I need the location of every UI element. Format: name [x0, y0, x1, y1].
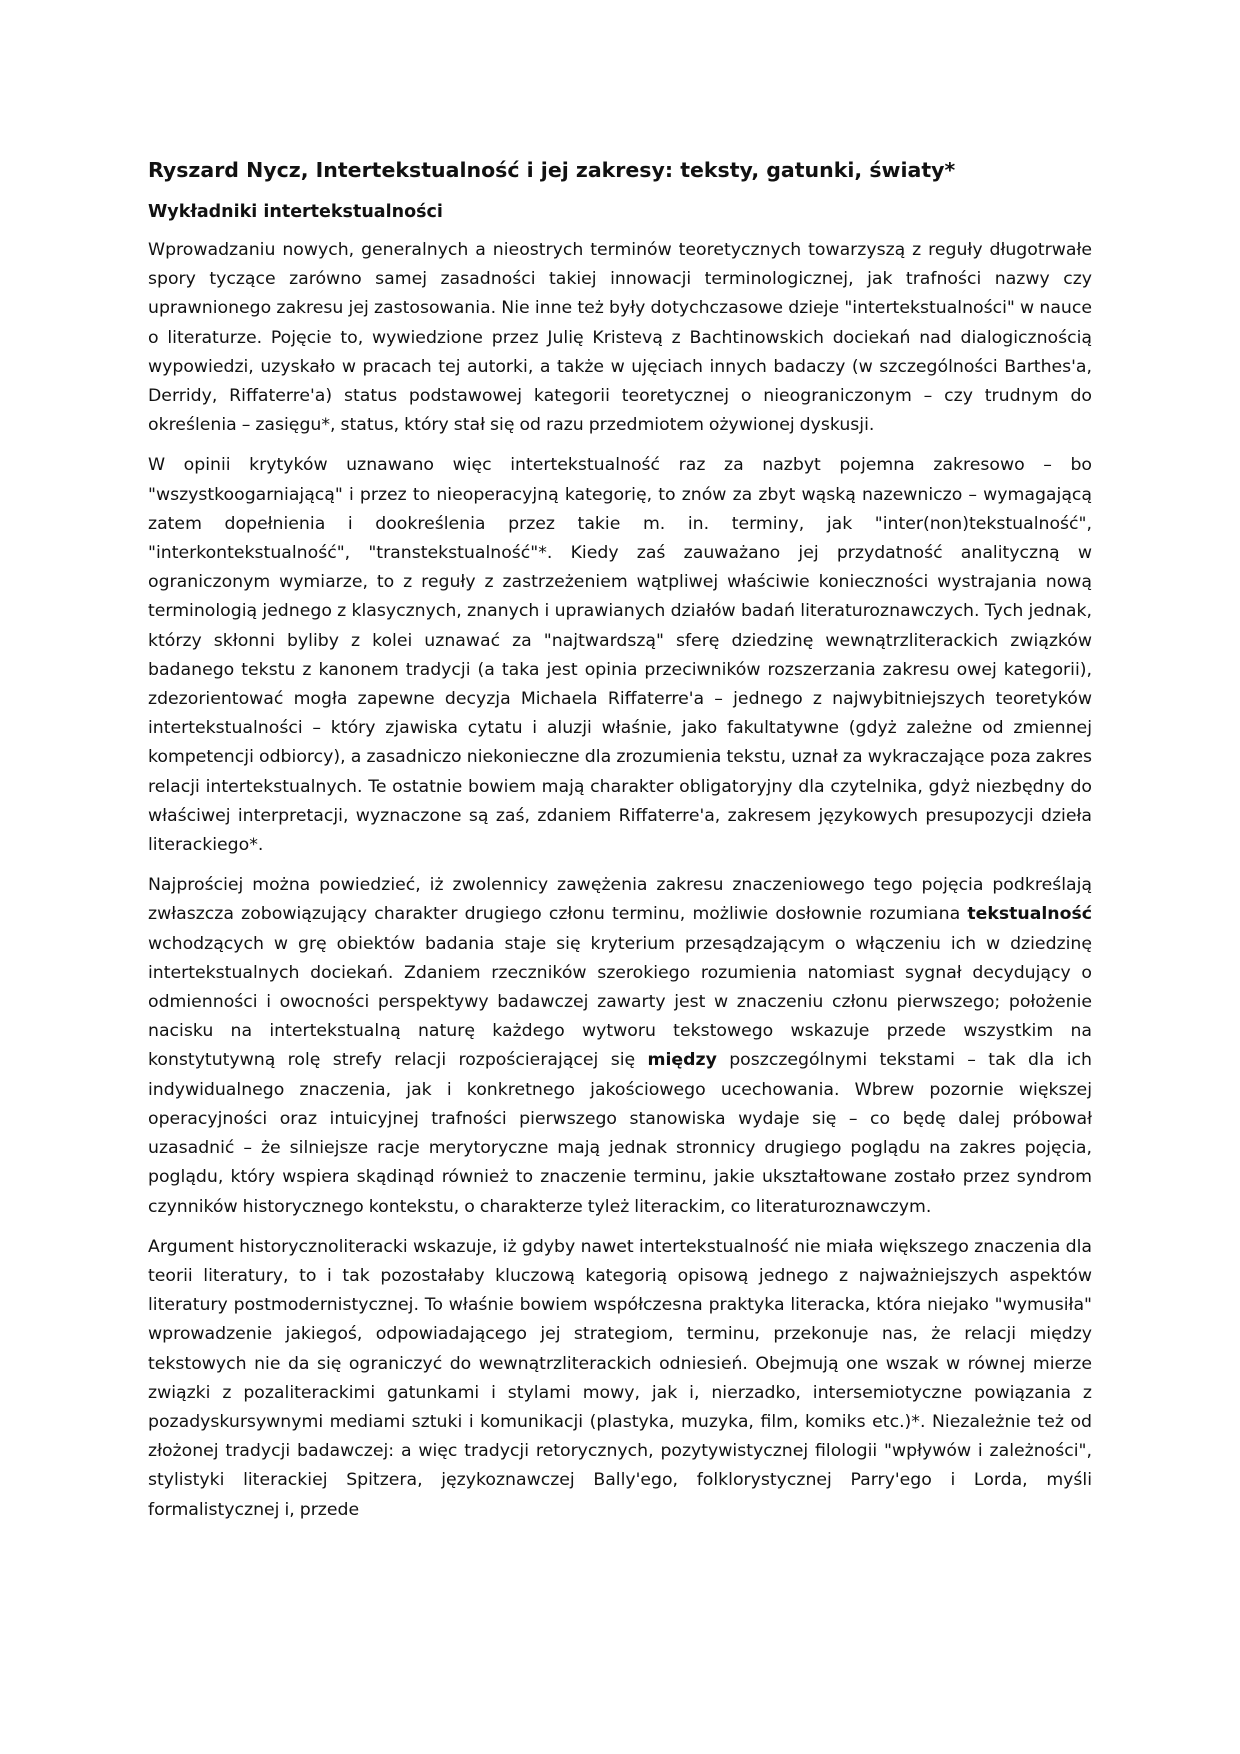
document-content [148, 156, 1092, 1536]
document-title: Ryszard Nycz, Intertekstualność i jej zakresy: teksty, gatunki, światy* [148, 158, 956, 182]
paragraph-3-emphasis-miedzy: między [647, 1050, 717, 1071]
paragraph-1: Wprowadzaniu nowych, generalnych a nieostrych terminów teoretycznych towarzyszą z reguły długotrwałe spory tyczące zarówno samej zasadności takiej innowacji terminologicznej, jak trafności nazwy czy uprawnionego zakresu jej zastosowania. Nie inne też były dotychczasowe dzieje "intertekstualności" w nauce o literaturze. Pojęcie to, wywiedzione przez Julię Kristevą z Bachtinowskich dociekań nad dialogicznością wypowiedzi, uzyskało w pracach tej autorki, a także w ujęciach innych badaczy (w szczególności Barthes'a, Derridy, Riffaterre'a) status podstawowej kategorii teoretycznej o nieograniczonym – czy trudnym do określenia – zasięgu*, status, który stał się od razu przedmiotem ożywionej dyskusji. [148, 240, 1092, 436]
paragraph-3 [148, 871, 1092, 1221]
paragraph-3-text-a: Najprościej można powiedzieć, iż zwolennicy zawężenia zakresu znaczeniowego tego pojęcia podkreślają zwłaszcza zobowiązujący charakter drugiego członu terminu, możliwie dosłownie rozumiana [148, 875, 1092, 925]
paragraph-3-emphasis-tekstualnosc: tekstualność [967, 904, 1092, 925]
paragraph-3-text-b: wchodzących w grę obiektów badania staje się kryterium przesądzającym o włączeniu ich w dziedzinę intertekstualnych dociekań. Zdaniem rzeczników szerokiego rozumienia natomiast sygnał decydujący o odmienności i owocności perspektywy badawczej zawarty jest w znaczeniu członu pierwszego; położenie nacisku na intertekstualną naturę każdego wytworu tekstowego wskazuje przede wszystkim na konstytutywną rolę strefy relacji rozpościerającej się [148, 933, 1092, 1071]
section-heading: Wykładniki intertekstualności [148, 202, 443, 222]
paragraph-2: W opinii krytyków uznawano więc intertekstualność raz za nazbyt pojemna zakresowo – bo "wszystkoogarniającą" i przez to nieoperacyjną kategorię, to znów za zbyt wąską nazewniczo – wymagającą zatem dopełnienia i dookreślenia przez takie m. in. terminy, jak "inter(non)tekstualność", "interkontekstualność", "transtekstualność"*. Kiedy zaś zauważano jej przydatność analityczną w ograniczonym wymiarze, to z reguły z zastrzeżeniem wątpliwej właściwie konieczności wystrajania nową terminologią jednego z klasycznych, znanych i uprawianych działów badań literaturoznawczych. Tych jednak, którzy skłonni byliby z kolei uznawać za "najtwardszą" sferę dziedzinę wewnątrzliterackich związków badanego tekstu z kanonem tradycji (a taka jest opinia przeciwników rozszerzania zakresu owej kategorii), zdezorientować mogła zapewne decyzja Michaela Riffaterre'a – jednego z najwybitniejszych teoretyków intertekstualności – który zjawiska cytatu i aluzji właśnie, jako fakultatywne (gdyż zależne od zmiennej kompetencji odbiorcy), a zasadniczo niekonieczne dla zrozumienia tekstu, uznał za wykraczające poza zakres relacji intertekstualnych. Te ostatnie bowiem mają charakter obligatoryjny dla czytelnika, gdyż niezbędny do właściwej interpretacji, wyznaczone są zaś, zdaniem Riffaterre'a, zakresem językowych presupozycji dzieła literackiego*. [148, 455, 1092, 856]
paragraph-3-text-c: poszczególnymi tekstami – tak dla ich indywidualnego znaczenia, jak i konkretnego jakościowego ucechowania. Wbrew pozornie większej operacyjności oraz intuicyjnej trafności pierwszego stanowiska wydaje się – co będę dalej próbował uzasadnić – że silniejsze racje merytoryczne mają jednak stronnicy drugiego poglądu na zakres pojęcia, poglądu, który wspiera skądinąd również to znaczenie terminu, jakie ukształtowane zostało przez syndrom czynników historycznego kontekstu, o charakterze tyleż literackim, co literaturoznawczym. [148, 1050, 1092, 1217]
paragraph-4: Argument historycznoliteracki wskazuje, iż gdyby nawet intertekstualność nie miała większego znaczenia dla teorii literatury, to i tak pozostałaby kluczową kategorią opisową jednego z najważniejszych aspektów literatury postmodernistycznej. To właśnie bowiem współczesna praktyka literacka, która niejako "wymusiła" wprowadzenie jakiegoś, odpowiadającego jej strategiom, terminu, przekonuje nas, że relacji między tekstowych nie da się ograniczyć do wewnątrzliterackich odniesień. Obejmują one wszak w równej mierze związki z pozaliterackimi gatunkami i stylami mowy, jak i, nierzadko, intersemiotyczne powiązania z pozadyskursywnymi mediami sztuki i komunikacji (plastyka, muzyka, film, komiks etc.)*. Niezależnie też od złożonej tradycji badawczej: a więc tradycji retorycznych, pozytywistycznej filologii "wpływów i zależności", stylistyki literackiej Spitzera, językoznawczej Bally'ego, folklorystycznej Parry'ego i Lorda, myśli formalistycznej i, przede [148, 1236, 1092, 1520]
